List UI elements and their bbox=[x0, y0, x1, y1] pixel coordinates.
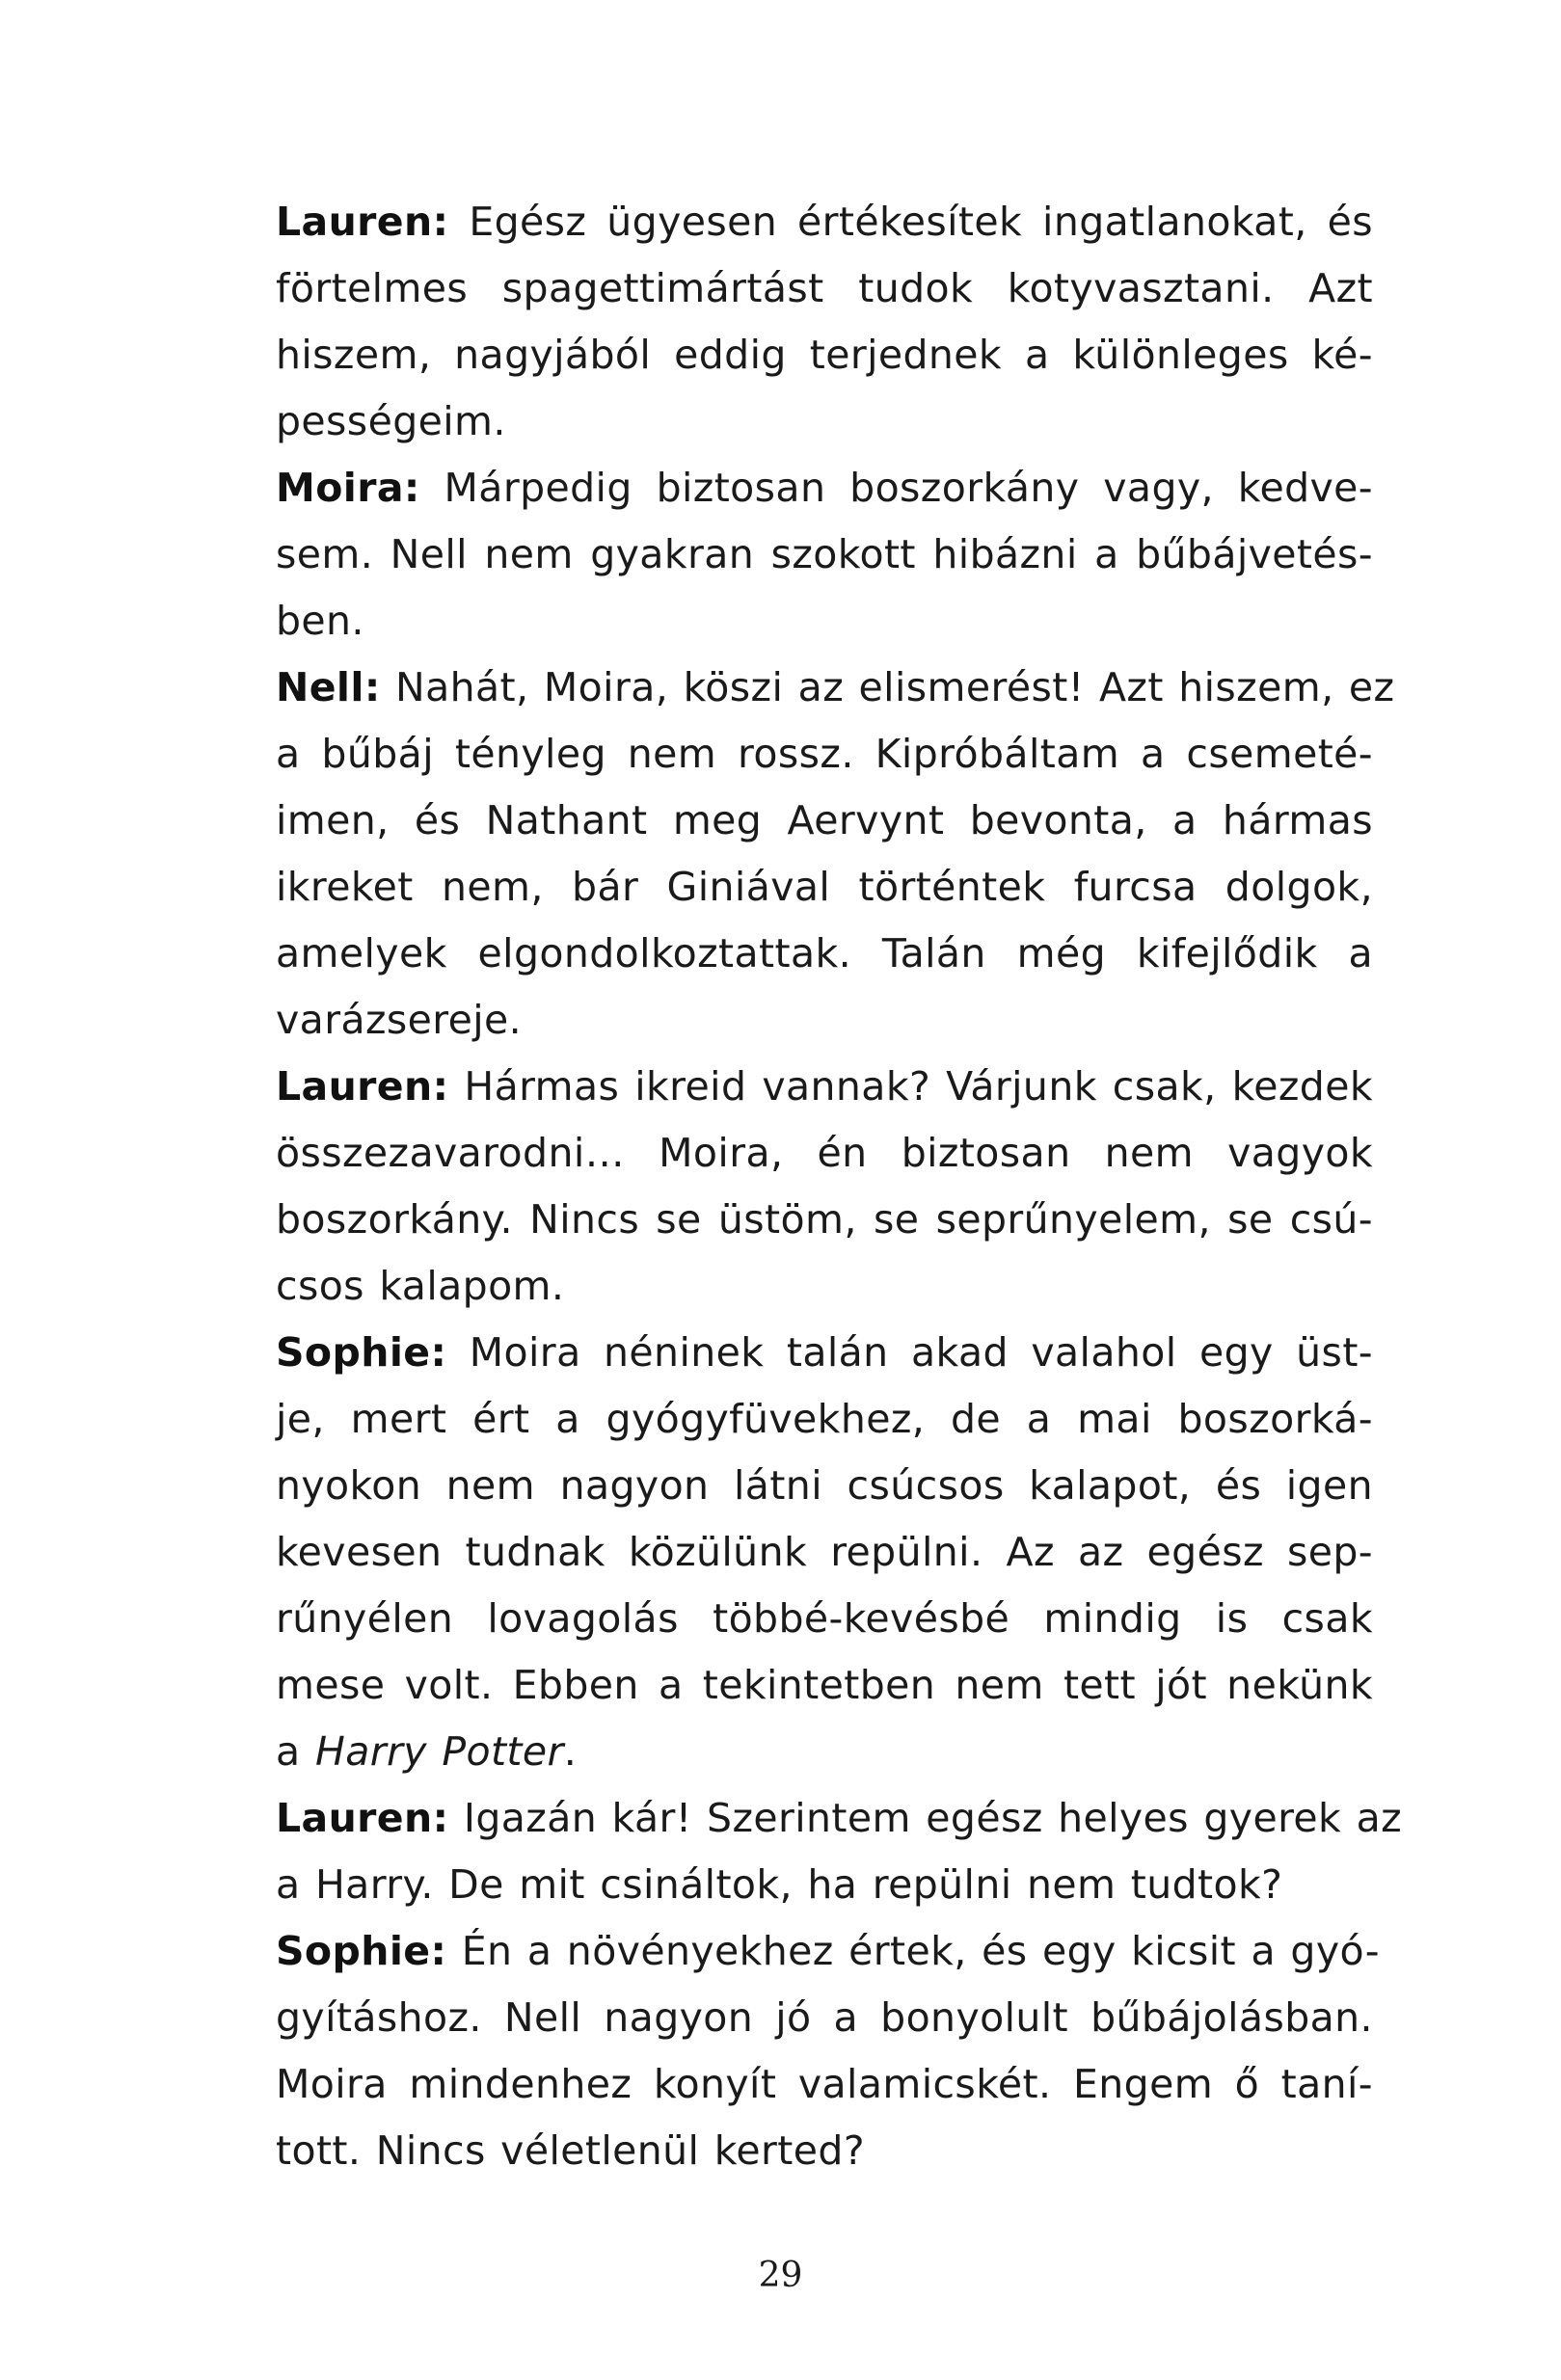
text-line: sem. Nell nem gyakran szokott hibázni a bűbájvetés- bbox=[276, 531, 1373, 577]
line-text: Nahát, Moira, köszi az elismerést! Azt hiszem, ez bbox=[380, 664, 1395, 710]
text-line bbox=[276, 1719, 1373, 1785]
speaker-name: Moira: bbox=[276, 465, 420, 511]
text-line: a bűbáj tényleg nem rossz. Kipróbáltam a csemeté- bbox=[276, 731, 1373, 777]
text-line: mese volt. Ebben a tekintetben nem tett jót nekünk bbox=[276, 1662, 1373, 1708]
text-line: kevesen tudnak közülünk repülni. Az az egész sep- bbox=[276, 1529, 1373, 1575]
text-line: a Harry. De mit csináltok, ha repülni nem tudtok? bbox=[276, 1861, 1283, 1908]
speaker-name: Sophie: bbox=[276, 1329, 447, 1376]
text-line: boszorkány. Nincs se üstöm, se seprűnyelem, se csú- bbox=[276, 1196, 1373, 1243]
text-line: összezavarodni… Moira, én biztosan nem vagyok bbox=[276, 1130, 1373, 1176]
text-line: tott. Nincs véletlenül kerted? bbox=[276, 2127, 865, 2174]
line-text: Moira néninek talán akad valahol egy üst- bbox=[446, 1329, 1373, 1376]
text-line bbox=[276, 1785, 1403, 1852]
text-line: ben. bbox=[276, 598, 364, 644]
text-line: pességeim. bbox=[276, 398, 506, 444]
speaker-name: Lauren: bbox=[276, 199, 449, 245]
book-title: Harry Potter bbox=[314, 1728, 564, 1775]
text-line: hiszem, nagyjából eddig terjednek a különleges ké- bbox=[276, 332, 1373, 378]
text-line: amelyek elgondolkoztattak. Talán még kifejlődik a bbox=[276, 930, 1373, 976]
text-line bbox=[276, 455, 1373, 521]
speaker-name: Lauren: bbox=[276, 1063, 449, 1110]
text-line: je, mert ért a gyógyfüvekhez, de a mai boszorká- bbox=[276, 1396, 1373, 1442]
line-text: Márpedig biztosan boszorkány vagy, kedve- bbox=[419, 465, 1373, 511]
line-text: Igazán kár! Szerintem egész helyes gyerek az bbox=[448, 1795, 1403, 1841]
text-line: imen, és Nathant meg Aervynt bevonta, a hármas bbox=[276, 797, 1373, 843]
text-line: gyításhoz. Nell nagyon jó a bonyolult bűbájolásban. bbox=[276, 1994, 1373, 2041]
line-text: . bbox=[563, 1728, 578, 1775]
text-line: csos kalapom. bbox=[276, 1263, 565, 1309]
text-line: varázsereje. bbox=[276, 997, 523, 1043]
speaker-name: Nell: bbox=[276, 664, 381, 710]
text-line: nyokon nem nagyon látni csúcsos kalapot, és igen bbox=[276, 1462, 1373, 1509]
text-line bbox=[276, 655, 1395, 721]
speaker-name: Lauren: bbox=[276, 1795, 449, 1841]
dialogue-text bbox=[276, 189, 1403, 2184]
text-line bbox=[276, 1918, 1380, 1985]
line-text: a bbox=[276, 1728, 315, 1775]
text-line: ikreket nem, bár Giniával történtek furcsa dolgok, bbox=[276, 864, 1373, 910]
text-line: förtelmes spagettimártást tudok kotyvasztani. Azt bbox=[276, 265, 1373, 311]
line-text: Egész ügyesen értékesítek ingatlanokat, és bbox=[448, 199, 1373, 245]
text-line: rűnyélen lovagolás többé-kevésbé mindig is csak bbox=[276, 1595, 1373, 1642]
line-text: Én a növényekhez értek, és egy kicsit a gyó- bbox=[446, 1928, 1380, 1974]
line-text: Hármas ikreid vannak? Várjunk csak, kezdek bbox=[448, 1063, 1373, 1110]
text-line bbox=[276, 1054, 1373, 1120]
speaker-name: Sophie: bbox=[276, 1928, 447, 1974]
text-line: Moira mindenhez konyít valamicskét. Engem ő taní- bbox=[276, 2061, 1373, 2107]
page-number: 29 bbox=[758, 2256, 803, 2295]
text-line bbox=[276, 1320, 1373, 1386]
text-line bbox=[276, 189, 1373, 255]
